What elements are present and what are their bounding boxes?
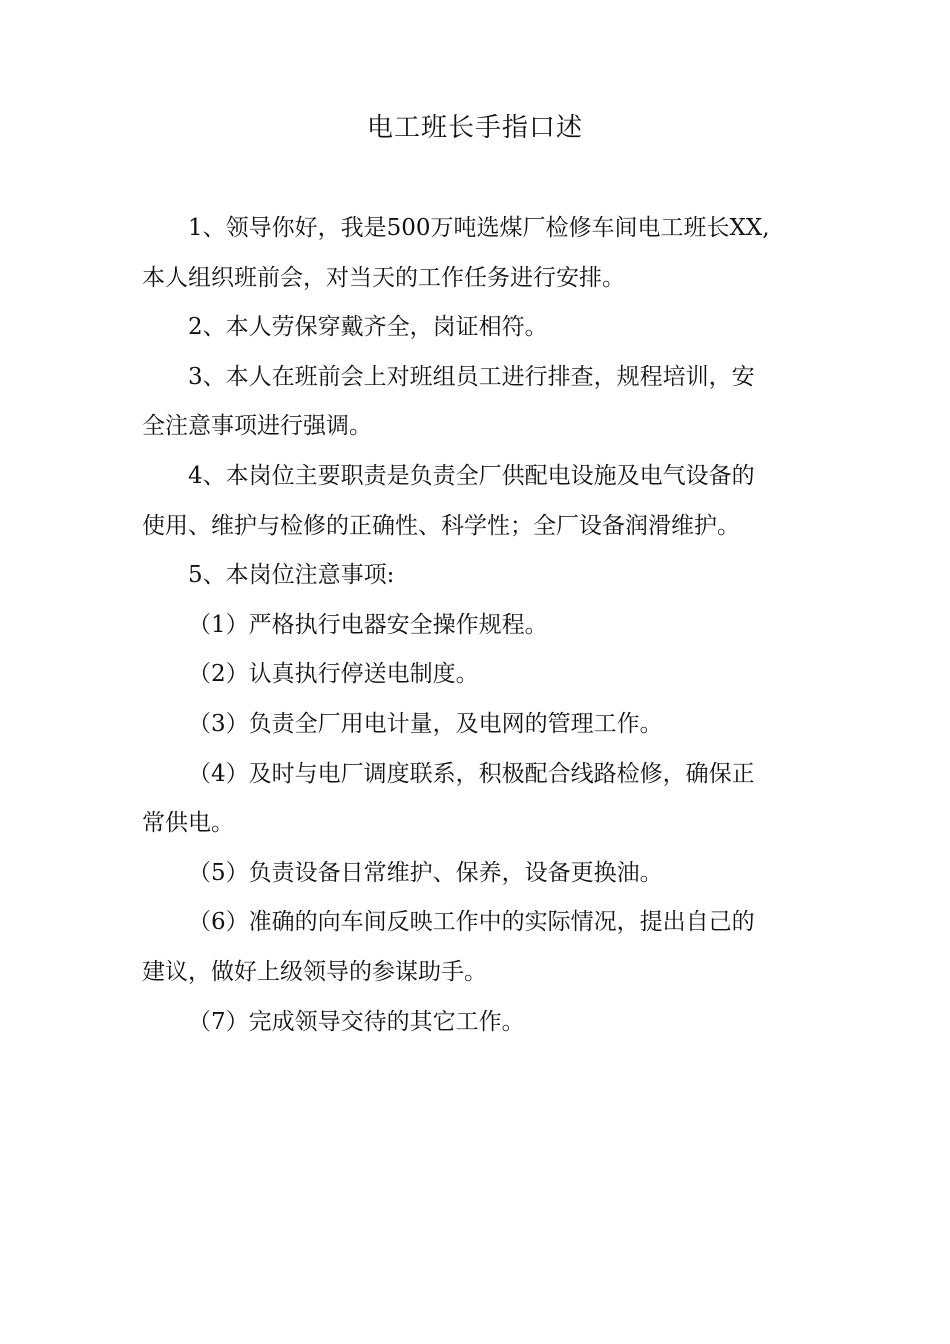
paragraph-2 <box>142 303 832 353</box>
paragraph-line: 4、本岗位主要职责是负责全厂供配电设施及电气设备的 <box>188 462 755 489</box>
paragraph-line: 常供电。 <box>142 810 234 837</box>
paragraph-12 <box>142 998 832 1048</box>
paragraph-7 <box>142 650 832 700</box>
paragraph-line: 5、本岗位注意事项: <box>188 562 395 589</box>
paragraph-line: （6）准确的向车间反映工作中的实际情况，提出自己的 <box>188 909 755 936</box>
paragraph-11 <box>142 898 832 997</box>
document-title: 电工班长手指口述 <box>366 113 583 143</box>
paragraph-3 <box>142 353 832 452</box>
paragraph-line: （5）负责设备日常维护、保养，设备更换油。 <box>188 859 663 886</box>
paragraph-4 <box>142 452 832 551</box>
paragraph-10 <box>142 849 832 899</box>
paragraph-line: （4）及时与电厂调度联系，积极配合线路检修，确保正 <box>188 760 755 787</box>
paragraph-line: （3）负责全厂用电计量，及电网的管理工作。 <box>188 710 663 737</box>
paragraph-line: （1）严格执行电器安全操作规程。 <box>188 611 548 638</box>
paragraph-line: 使用、维护与检修的正确性、科学性；全厂设备润滑维护。 <box>142 512 740 539</box>
paragraph-line: 2、本人劳保穿戴齐全，岗证相符。 <box>188 314 548 341</box>
paragraph-line: （2）认真执行停送电制度。 <box>188 661 479 688</box>
paragraph-line: 本人组织班前会，对当天的工作任务进行安排。 <box>142 264 625 291</box>
paragraph-line: 全注意事项进行强调。 <box>142 413 372 440</box>
paragraph-line: 3、本人在班前会上对班组员工进行排查，规程培训，安 <box>188 363 755 390</box>
document-body <box>142 204 832 1047</box>
paragraph-line: 建议，做好上级领导的参谋助手。 <box>142 958 487 985</box>
paragraph-1 <box>142 204 832 303</box>
paragraph-line: 1、领导你好，我是500万吨选煤厂检修车间电工班长XX, <box>188 215 770 241</box>
paragraph-8 <box>142 700 832 750</box>
paragraph-9 <box>142 750 832 849</box>
paragraph-line: （7）完成领导交待的其它工作。 <box>188 1008 525 1035</box>
paragraph-6 <box>142 601 832 651</box>
paragraph-5 <box>142 551 832 601</box>
